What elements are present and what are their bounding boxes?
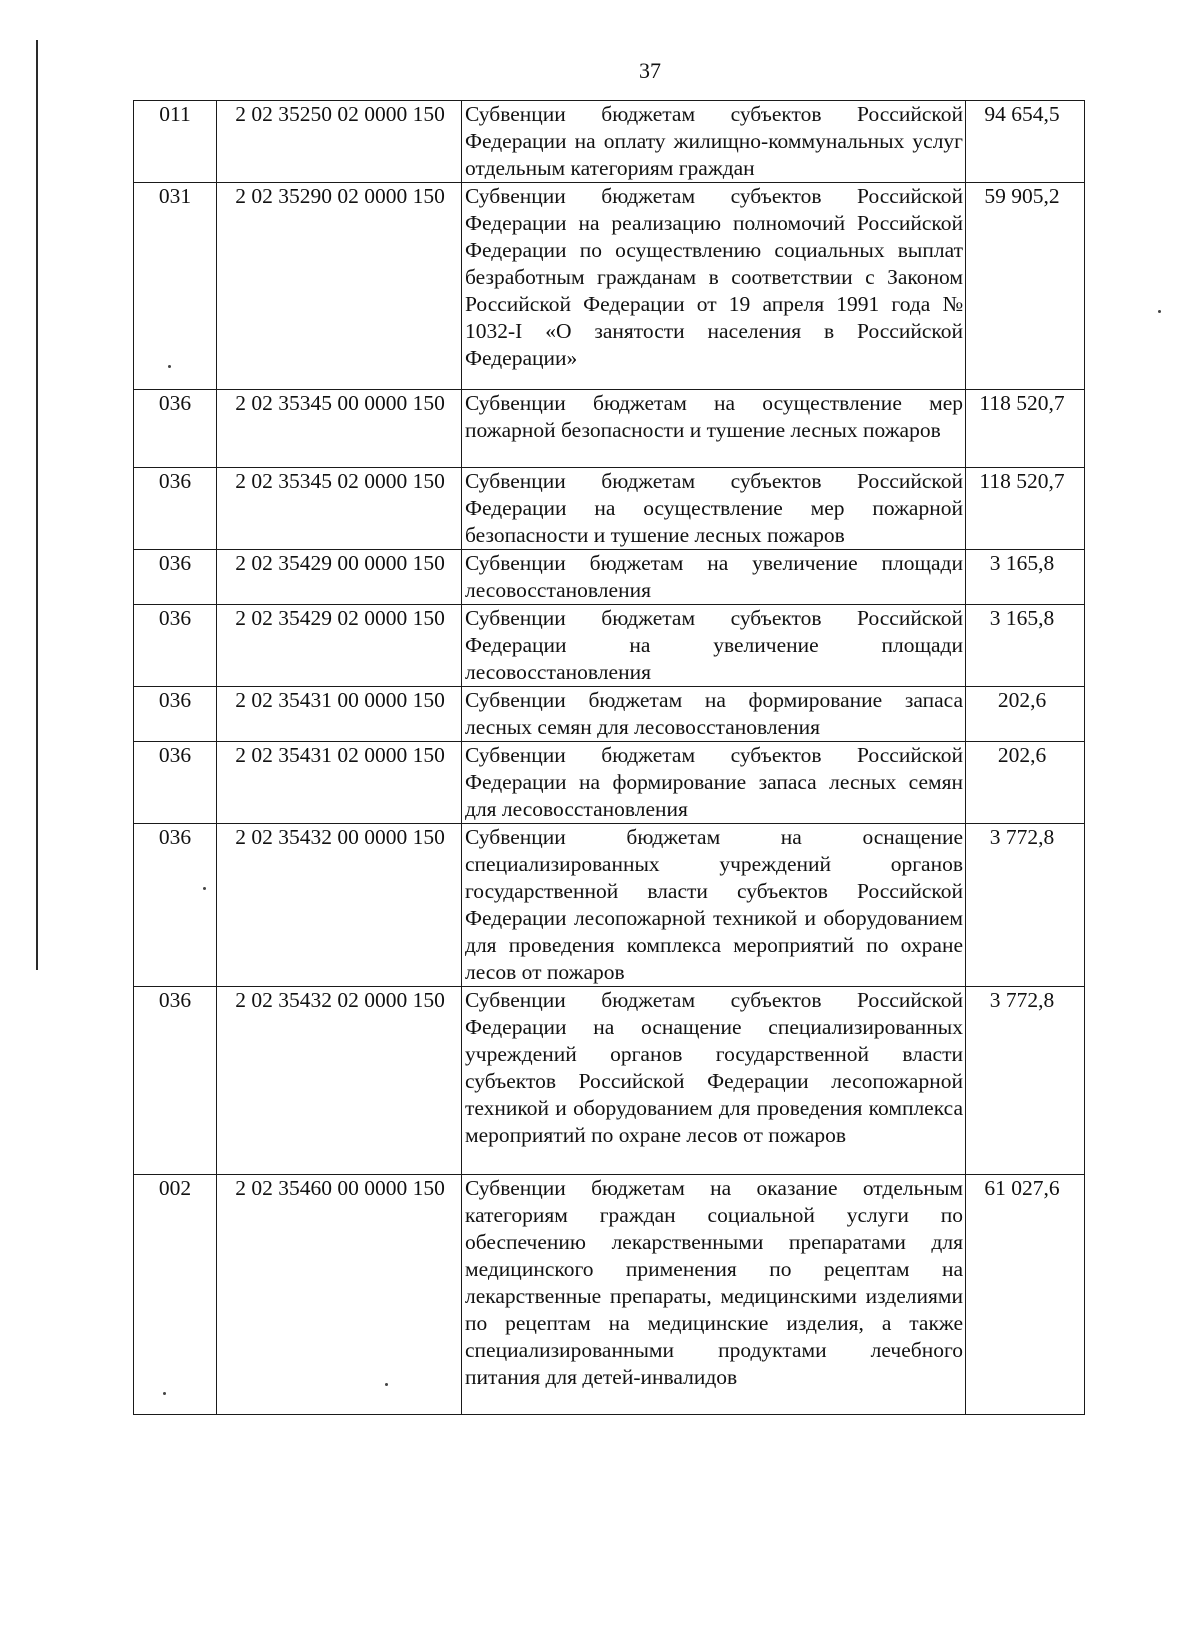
revenue-name-cell: Субвенции бюджетам субъектов Российской Федерации на оснащение специализированных учреждений органов государственной власти субъектов Российской Федерации лесопожарной техникой и оборудованием для проведения комплекса мероприятий по охране лесов от пожаров: [462, 987, 966, 1175]
budget-classification-code-cell: 2 02 35431 02 0000 150: [217, 742, 462, 824]
budget-classification-code-cell: 2 02 35429 00 0000 150: [217, 550, 462, 605]
amount-cell: 3 772,8: [966, 824, 1085, 987]
table-row: [134, 742, 1085, 824]
revenue-name-cell: Субвенции бюджетам на оказание отдельным категориям граждан социальной услуги по обеспечению лекарственными препаратами для медицинского применения по рецептам на лекарственные препараты, медицинскими изделиями по рецептам на медицинские изделия, а также специализированными продуктами лечебного питания для детей-инвалидов: [462, 1175, 966, 1415]
admin-code-cell: 031: [134, 183, 217, 390]
revenue-name-cell: Субвенции бюджетам на оснащение специализированных учреждений органов государственной власти субъектов Российской Федерации лесопожарной техникой и оборудованием для проведения комплекса мероприятий по охране лесов от пожаров: [462, 824, 966, 987]
revenue-name-cell: Субвенции бюджетам субъектов Российской Федерации на реализацию полномочий Российской Федерации по осуществлению социальных выплат безработным гражданам в соответствии с Законом Российской Федерации от 19 апреля 1991 года № 1032-I «О занятости населения в Российской Федерации»: [462, 183, 966, 390]
scan-margin-line: [36, 40, 38, 970]
revenue-name-cell: Субвенции бюджетам субъектов Российской Федерации на формирование запаса лесных семян для лесовосстановления: [462, 742, 966, 824]
admin-code-cell: 011: [134, 101, 217, 183]
table-row: [134, 824, 1085, 987]
table-row: [134, 390, 1085, 468]
admin-code-cell: 036: [134, 687, 217, 742]
budget-classification-code-cell: 2 02 35460 00 0000 150: [217, 1175, 462, 1415]
budget-revenue-table: [133, 100, 1085, 1415]
amount-cell: 3 165,8: [966, 605, 1085, 687]
amount-cell: 3 165,8: [966, 550, 1085, 605]
revenue-name-cell: Субвенции бюджетам на увеличение площади лесовосстановления: [462, 550, 966, 605]
admin-code-cell: 036: [134, 550, 217, 605]
admin-code-cell: 036: [134, 468, 217, 550]
scan-speck: [1158, 310, 1161, 313]
amount-cell: 61 027,6: [966, 1175, 1085, 1415]
admin-code-cell: 036: [134, 742, 217, 824]
table-row: [134, 183, 1085, 390]
amount-cell: 202,6: [966, 687, 1085, 742]
revenue-name-cell: Субвенции бюджетам на формирование запаса лесных семян для лесовосстановления: [462, 687, 966, 742]
amount-cell: 3 772,8: [966, 987, 1085, 1175]
admin-code-cell: 036: [134, 605, 217, 687]
amount-cell: 118 520,7: [966, 468, 1085, 550]
table-row: [134, 605, 1085, 687]
admin-code-cell: 036: [134, 390, 217, 468]
budget-classification-code-cell: 2 02 35432 02 0000 150: [217, 987, 462, 1175]
table-row: [134, 1175, 1085, 1415]
revenue-name-cell: Субвенции бюджетам субъектов Российской Федерации на осуществление мер пожарной безопасности и тушение лесных пожаров: [462, 468, 966, 550]
table-row: [134, 550, 1085, 605]
budget-classification-code-cell: 2 02 35345 02 0000 150: [217, 468, 462, 550]
table-row: [134, 687, 1085, 742]
budget-classification-code-cell: 2 02 35290 02 0000 150: [217, 183, 462, 390]
table-row: [134, 101, 1085, 183]
page-number: 37: [639, 58, 661, 83]
budget-classification-code-cell: 2 02 35345 00 0000 150: [217, 390, 462, 468]
amount-cell: 118 520,7: [966, 390, 1085, 468]
table-row: [134, 468, 1085, 550]
budget-classification-code-cell: 2 02 35431 00 0000 150: [217, 687, 462, 742]
amount-cell: 59 905,2: [966, 183, 1085, 390]
budget-classification-code-cell: 2 02 35432 00 0000 150: [217, 824, 462, 987]
revenue-name-cell: Субвенции бюджетам на осуществление мер пожарной безопасности и тушение лесных пожаров: [462, 390, 966, 468]
amount-cell: 202,6: [966, 742, 1085, 824]
scan-speck: [168, 365, 171, 368]
admin-code-cell: 036: [134, 824, 217, 987]
revenue-name-cell: Субвенции бюджетам субъектов Российской Федерации на оплату жилищно-коммунальных услуг отдельным категориям граждан: [462, 101, 966, 183]
table-row: [134, 987, 1085, 1175]
budget-classification-code-cell: 2 02 35250 02 0000 150: [217, 101, 462, 183]
scan-speck: [385, 1383, 388, 1386]
admin-code-cell: 036: [134, 987, 217, 1175]
budget-classification-code-cell: 2 02 35429 02 0000 150: [217, 605, 462, 687]
scan-speck: [203, 887, 206, 890]
amount-cell: 94 654,5: [966, 101, 1085, 183]
scan-speck: [163, 1392, 166, 1395]
revenue-name-cell: Субвенции бюджетам субъектов Российской Федерации на увеличение площади лесовосстановления: [462, 605, 966, 687]
budget-table-container: [133, 100, 1084, 1415]
admin-code-cell: 002: [134, 1175, 217, 1415]
